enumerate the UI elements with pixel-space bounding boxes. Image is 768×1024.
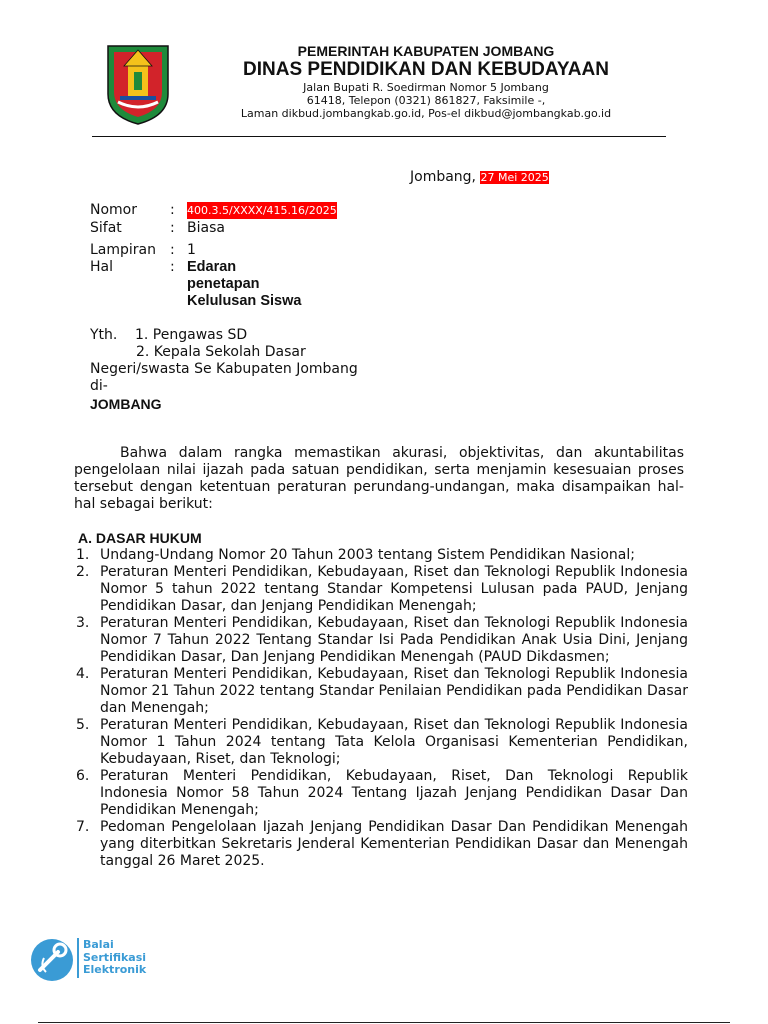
list-text: Peraturan Menteri Pendidikan, Kebudayaan, Riset dan Teknologi Republik Indonesia Nomor 21 Tahun 2022 tentang Standar Penilaian Pendidikan pada Pendidikan Dasar dan Menengah; bbox=[100, 666, 688, 716]
bsre-line: Sertifikasi bbox=[83, 950, 147, 964]
list-item bbox=[76, 564, 688, 615]
list-item bbox=[76, 768, 688, 819]
recipient-line: Negeri/swasta Se Kabupaten Jombang bbox=[90, 361, 358, 377]
colon: : bbox=[170, 202, 175, 218]
legal-basis-list bbox=[76, 547, 688, 870]
colon: : bbox=[170, 259, 175, 275]
list-number: 5. bbox=[76, 717, 90, 733]
sifat-value: Biasa bbox=[187, 220, 225, 236]
bsre-wordmark bbox=[83, 939, 146, 977]
lampiran-label: Lampiran bbox=[90, 242, 157, 258]
list-text: Peraturan Menteri Pendidikan, Kebudayaan, Riset dan Teknologi Republik Indonesia Nomor 5 tahun 2022 tentang Standar Kompetensi Lulusan pada PAUD, Jenjang Pendidikan Dasar, dan Jenjang Pendidikan Menengah; bbox=[100, 564, 688, 614]
hal-label: Hal bbox=[90, 259, 113, 275]
list-number: 6. bbox=[76, 768, 90, 784]
list-number: 4. bbox=[76, 666, 90, 682]
list-text: Peraturan Menteri Pendidikan, Kebudayaan, Riset dan Teknologi Republik Indonesia Nomor 1 Tahun 2024 tentang Tata Kelola Organisasi Kementerian Pendidikan, Kebudayaan, Riset, dan Teknologi; bbox=[100, 717, 688, 767]
list-text: Undang-Undang Nomor 20 Tahun 2003 tentang Sistem Pendidikan Nasional; bbox=[100, 547, 635, 563]
bsre-logo-icon bbox=[28, 936, 76, 984]
header-address bbox=[226, 81, 626, 120]
letter-date bbox=[410, 169, 549, 185]
bsre-line: Elektronik bbox=[83, 963, 147, 976]
list-item bbox=[76, 819, 688, 870]
header-agency-name: DINAS PENDIDIKAN DAN KEBUDAYAAN bbox=[243, 59, 609, 80]
date-place: Jombang, bbox=[410, 169, 477, 185]
hal-line: penetapan bbox=[187, 276, 260, 292]
list-number: 3. bbox=[76, 615, 90, 631]
lampiran-value: 1 bbox=[187, 242, 196, 258]
bsre-line: Balai bbox=[83, 938, 114, 951]
list-text: Pedoman Pengelolaan Ijazah Jenjang Pendidikan Dasar Dan Pendidikan Menengah yang diterbitkan Sekretaris Jenderal Kementerian Pendidikan Dasar dan Menengah tanggal 26 Maret 2025. bbox=[100, 819, 688, 869]
list-number: 1. bbox=[76, 547, 90, 563]
jombang-coat-of-arms-logo bbox=[104, 42, 172, 126]
intro-paragraph: Bahwa dalam rangka memastikan akurasi, objektivitas, dan akuntabilitas pengelolaan nilai ijazah pada satuan pendidikan, serta menjamin kesesuaian proses tersebut dengan ketentuan peraturan perundang-undangan, maka disampaikan hal-hal sebagai berikut: bbox=[74, 445, 684, 512]
list-text: Peraturan Menteri Pendidikan, Kebudayaan, Riset, Dan Teknologi Republik Indonesia Nomor 58 Tahun 2024 Tentang Ijazah Jenjang Pendidikan Dasar Dan Pendidikan Menengah; bbox=[100, 768, 688, 818]
recipient-city: JOMBANG bbox=[90, 396, 162, 412]
nomor-label: Nomor bbox=[90, 202, 137, 218]
section-heading: A. DASAR HUKUM bbox=[78, 530, 202, 546]
header-address-line: Laman dikbud.jombangkab.go.id, Pos-el dikbud@jombangkab.go.id bbox=[240, 107, 612, 120]
sifat-label: Sifat bbox=[90, 220, 122, 236]
nomor-value: 400.3.5/XXXX/415.16/2025 bbox=[187, 204, 337, 217]
recipient-line: di- bbox=[90, 378, 108, 394]
list-item bbox=[76, 666, 688, 717]
list-number: 2. bbox=[76, 564, 90, 580]
list-text: Peraturan Menteri Pendidikan, Kebudayaan, Riset dan Teknologi Republik Indonesia Nomor 7 Tahun 2022 Tentang Standar Isi Pada Pendidikan Anak Usia Dini, Jenjang Pendidikan Dasar, Dan Jenjang Pendidikan Menengah (PAUD Dikdasmen; bbox=[100, 615, 688, 665]
hal-line: Kelulusan Siswa bbox=[187, 293, 302, 309]
recipient-yth: Yth. bbox=[90, 327, 118, 343]
date-value: 27 Mei 2025 bbox=[480, 171, 549, 184]
list-item bbox=[76, 615, 688, 666]
header-address-line: 61418, Telepon (0321) 861827, Faksimile -, bbox=[306, 94, 546, 107]
recipient-line: 1. Pengawas SD bbox=[135, 327, 248, 343]
colon: : bbox=[170, 220, 175, 236]
hal-line: Edaran bbox=[187, 259, 237, 275]
header-government-name: PEMERINTAH KABUPATEN JOMBANG bbox=[297, 43, 555, 59]
header-address-line: Jalan Bupati R. Soedirman Nomor 5 Jombang bbox=[303, 81, 549, 94]
list-number: 7. bbox=[76, 819, 90, 835]
colon: : bbox=[170, 242, 175, 258]
bsre-divider bbox=[77, 938, 79, 978]
recipient-line: 2. Kepala Sekolah Dasar bbox=[136, 344, 306, 360]
footer-divider bbox=[38, 1022, 730, 1023]
list-item bbox=[76, 717, 688, 768]
letterhead-divider bbox=[92, 136, 666, 137]
list-item bbox=[76, 547, 688, 564]
